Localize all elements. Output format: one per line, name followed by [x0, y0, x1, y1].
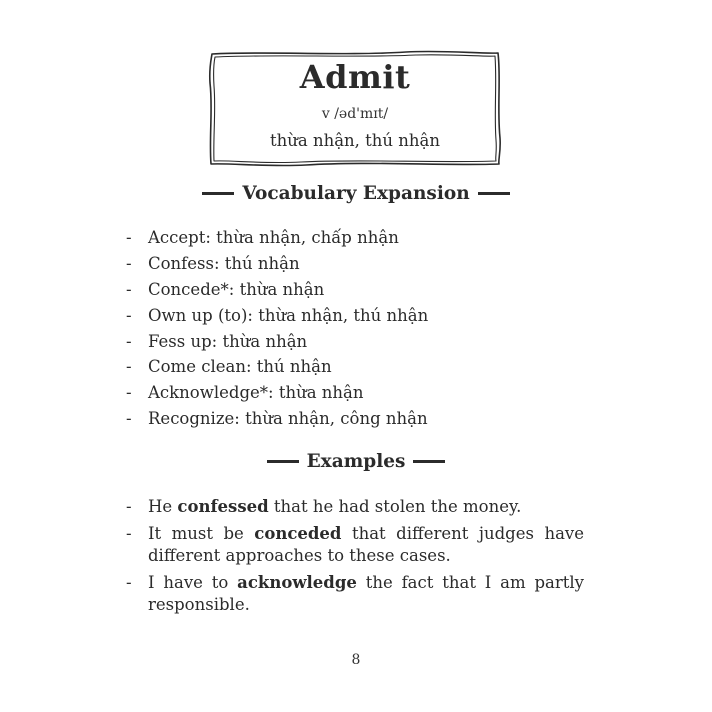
vocabulary-list: [126, 227, 596, 434]
example-text-before: It must be: [148, 523, 255, 543]
vocab-item-text: Fess up: thừa nhận: [148, 331, 308, 351]
example-text-before: I have to: [148, 572, 238, 592]
heading-dash-left: [202, 192, 234, 195]
vocab-item-text: Concede*: thừa nhận: [148, 279, 325, 299]
word-meaning: thừa nhận, thú nhận: [269, 131, 441, 150]
bullet: -: [126, 331, 132, 351]
example-sentence: [148, 523, 584, 568]
vocab-item: [126, 253, 596, 279]
vocabulary-heading: [0, 183, 712, 204]
example-sentence: [148, 496, 584, 519]
word-title-box: [206, 48, 504, 168]
example-sentence: [148, 572, 584, 617]
examples-heading: [0, 451, 712, 472]
vocab-item: [126, 356, 596, 382]
examples-list: [126, 496, 584, 621]
vocab-item: [126, 331, 596, 357]
example-text-after: that different judges have different approaches to these cases.: [148, 523, 584, 565]
heading-dash-left: [267, 460, 299, 463]
vocab-item: [126, 382, 596, 408]
bullet: -: [126, 572, 132, 592]
bullet: -: [126, 305, 132, 325]
example-item: [126, 572, 584, 617]
heading-dash-right: [478, 192, 510, 195]
vocab-item-text: Own up (to): thừa nhận, thú nhận: [148, 305, 429, 325]
bullet: -: [126, 383, 132, 403]
vocab-item-text: Confess: thú nhận: [148, 253, 300, 273]
phonetic-transcription: v /əd'mɪt/: [321, 106, 389, 122]
bullet: -: [126, 409, 132, 429]
vocab-item: [126, 305, 596, 331]
example-keyword: acknowledge: [237, 572, 357, 592]
examples-heading-text: Examples: [306, 451, 406, 472]
bullet: -: [126, 357, 132, 377]
page-number: 8: [351, 652, 361, 668]
vocab-item: [126, 279, 596, 305]
example-text-after: the fact that I am partly responsible.: [148, 572, 584, 614]
bullet: -: [126, 279, 132, 299]
vocabulary-heading-text: Vocabulary Expansion: [242, 183, 470, 204]
heading-dash-right: [413, 460, 445, 463]
example-item: [126, 523, 584, 568]
vocab-item-text: Acknowledge*: thừa nhận: [148, 383, 364, 403]
vocab-item: [126, 227, 596, 253]
example-item: [126, 496, 584, 519]
vocab-item-text: Recognize: thừa nhận, công nhận: [148, 409, 428, 429]
bullet: -: [126, 523, 132, 543]
vocab-item-text: Come clean: thú nhận: [148, 357, 332, 377]
example-text-before: He: [148, 497, 178, 516]
vocab-item: [126, 408, 596, 434]
vocab-item-text: Accept: thừa nhận, chấp nhận: [148, 228, 399, 247]
bullet: -: [126, 497, 132, 516]
headword: Admit: [299, 58, 411, 96]
example-keyword: conceded: [254, 523, 342, 543]
example-keyword: confessed: [177, 497, 269, 516]
bullet: -: [126, 253, 132, 273]
example-text-after: that he had stolen the money.: [268, 497, 522, 516]
bullet: -: [126, 228, 132, 247]
